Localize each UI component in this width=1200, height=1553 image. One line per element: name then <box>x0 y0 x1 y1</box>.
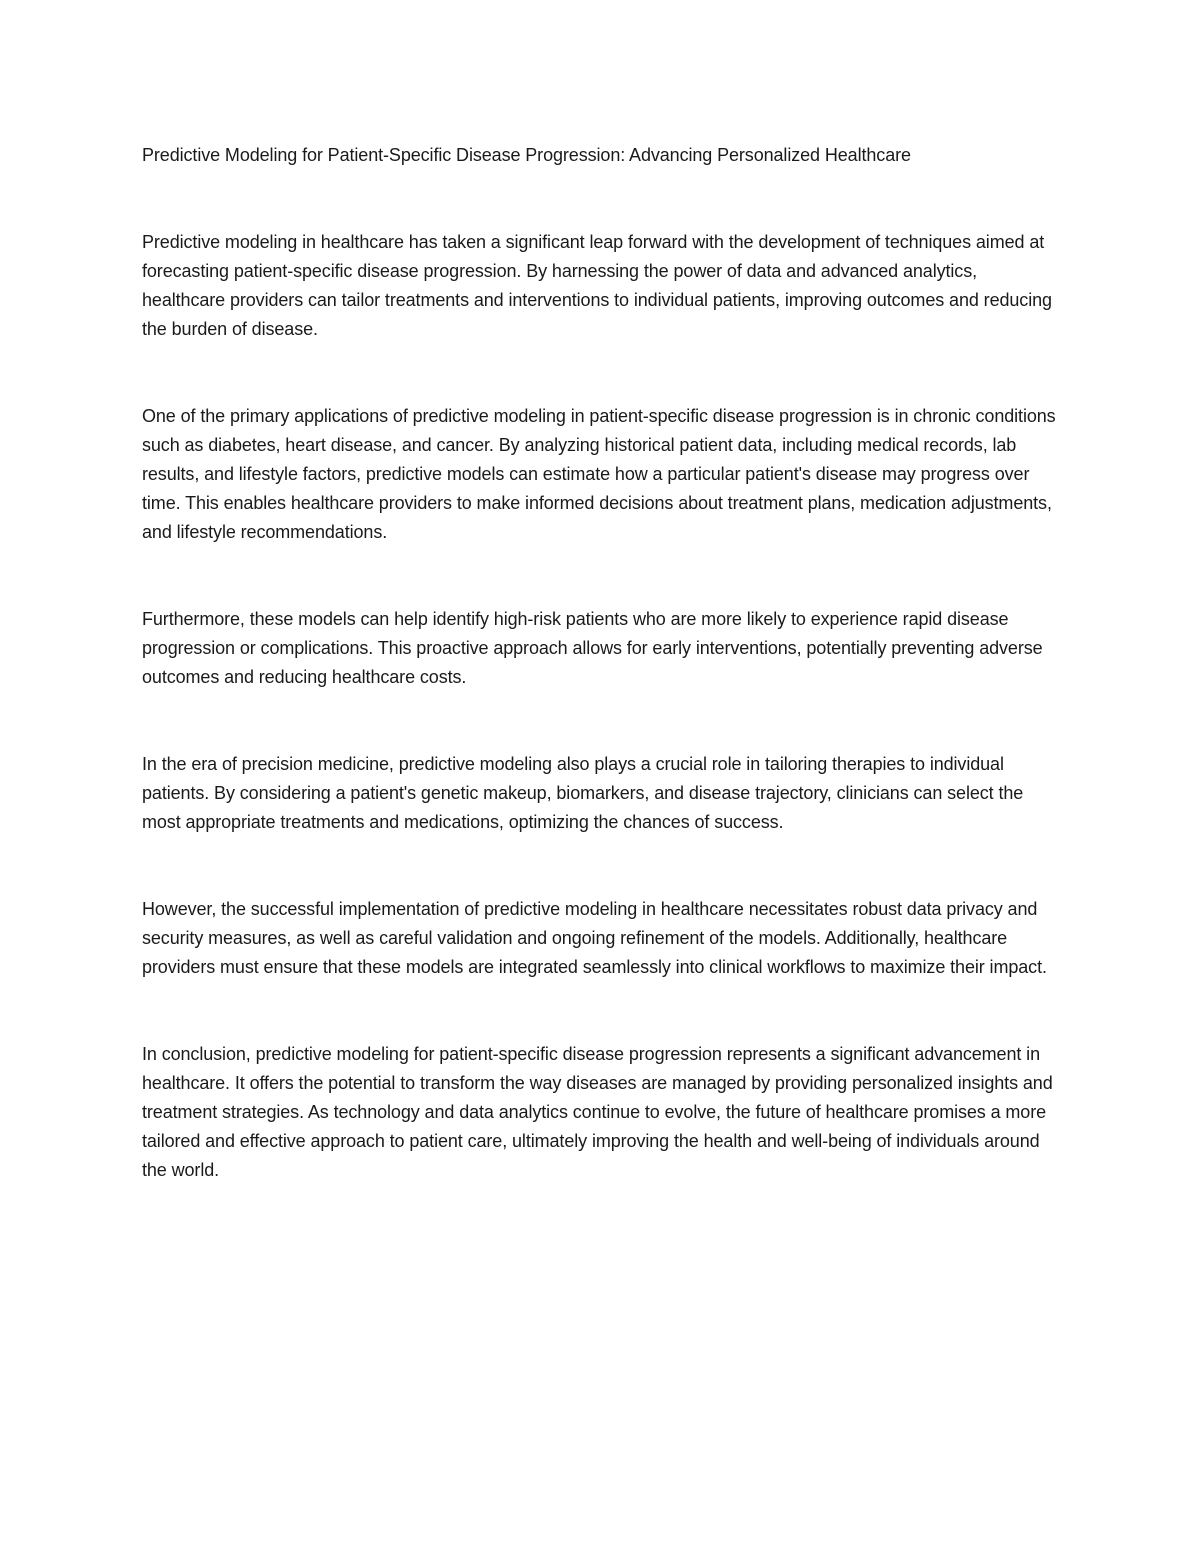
paragraph-chronic-conditions: One of the primary applications of predictive modeling in patient-specific disease progression is in chronic conditions such as diabetes, heart disease, and cancer. By analyzing historical patient data, including medical records, lab results, and lifestyle factors, predictive models can estimate how a particular patient's disease may progress over time. This enables healthcare providers to make informed decisions about treatment plans, medication adjustments, and lifestyle recommendations. <box>142 406 1056 542</box>
document-body <box>142 141 1062 1185</box>
paragraph-introduction: Predictive modeling in healthcare has taken a significant leap forward with the development of techniques aimed at forecasting patient-specific disease progression. By harnessing the power of data and advanced analytics, healthcare providers can tailor treatments and interventions to individual patients, improving outcomes and reducing the burden of disease. <box>142 232 1052 339</box>
paragraph-implementation: However, the successful implementation of predictive modeling in healthcare necessitates robust data privacy and security measures, as well as careful validation and ongoing refinement of the models. Additionally, healthcare providers must ensure that these models are integrated seamlessly into clinical workflows to maximize their impact. <box>142 899 1047 977</box>
paragraph-high-risk-patients: Furthermore, these models can help identify high-risk patients who are more likely to experience rapid disease progression or complications. This proactive approach allows for early interventions, potentially preventing adverse outcomes and reducing healthcare costs. <box>142 609 1043 687</box>
paragraph-conclusion: In conclusion, predictive modeling for patient-specific disease progression represents a significant advancement in healthcare. It offers the potential to transform the way diseases are managed by providing personalized insights and treatment strategies. As technology and data analytics continue to evolve, the future of healthcare promises a more tailored and effective approach to patient care, ultimately improving the health and well-being of individuals around the world. <box>142 1044 1053 1180</box>
paragraph-precision-medicine: In the era of precision medicine, predictive modeling also plays a crucial role in tailoring therapies to individual patients. By considering a patient's genetic makeup, biomarkers, and disease trajectory, clinicians can select the most appropriate treatments and medications, optimizing the chances of success. <box>142 754 1024 832</box>
document-title: Predictive Modeling for Patient-Specific Disease Progression: Advancing Personalized Healthcare <box>142 145 911 165</box>
